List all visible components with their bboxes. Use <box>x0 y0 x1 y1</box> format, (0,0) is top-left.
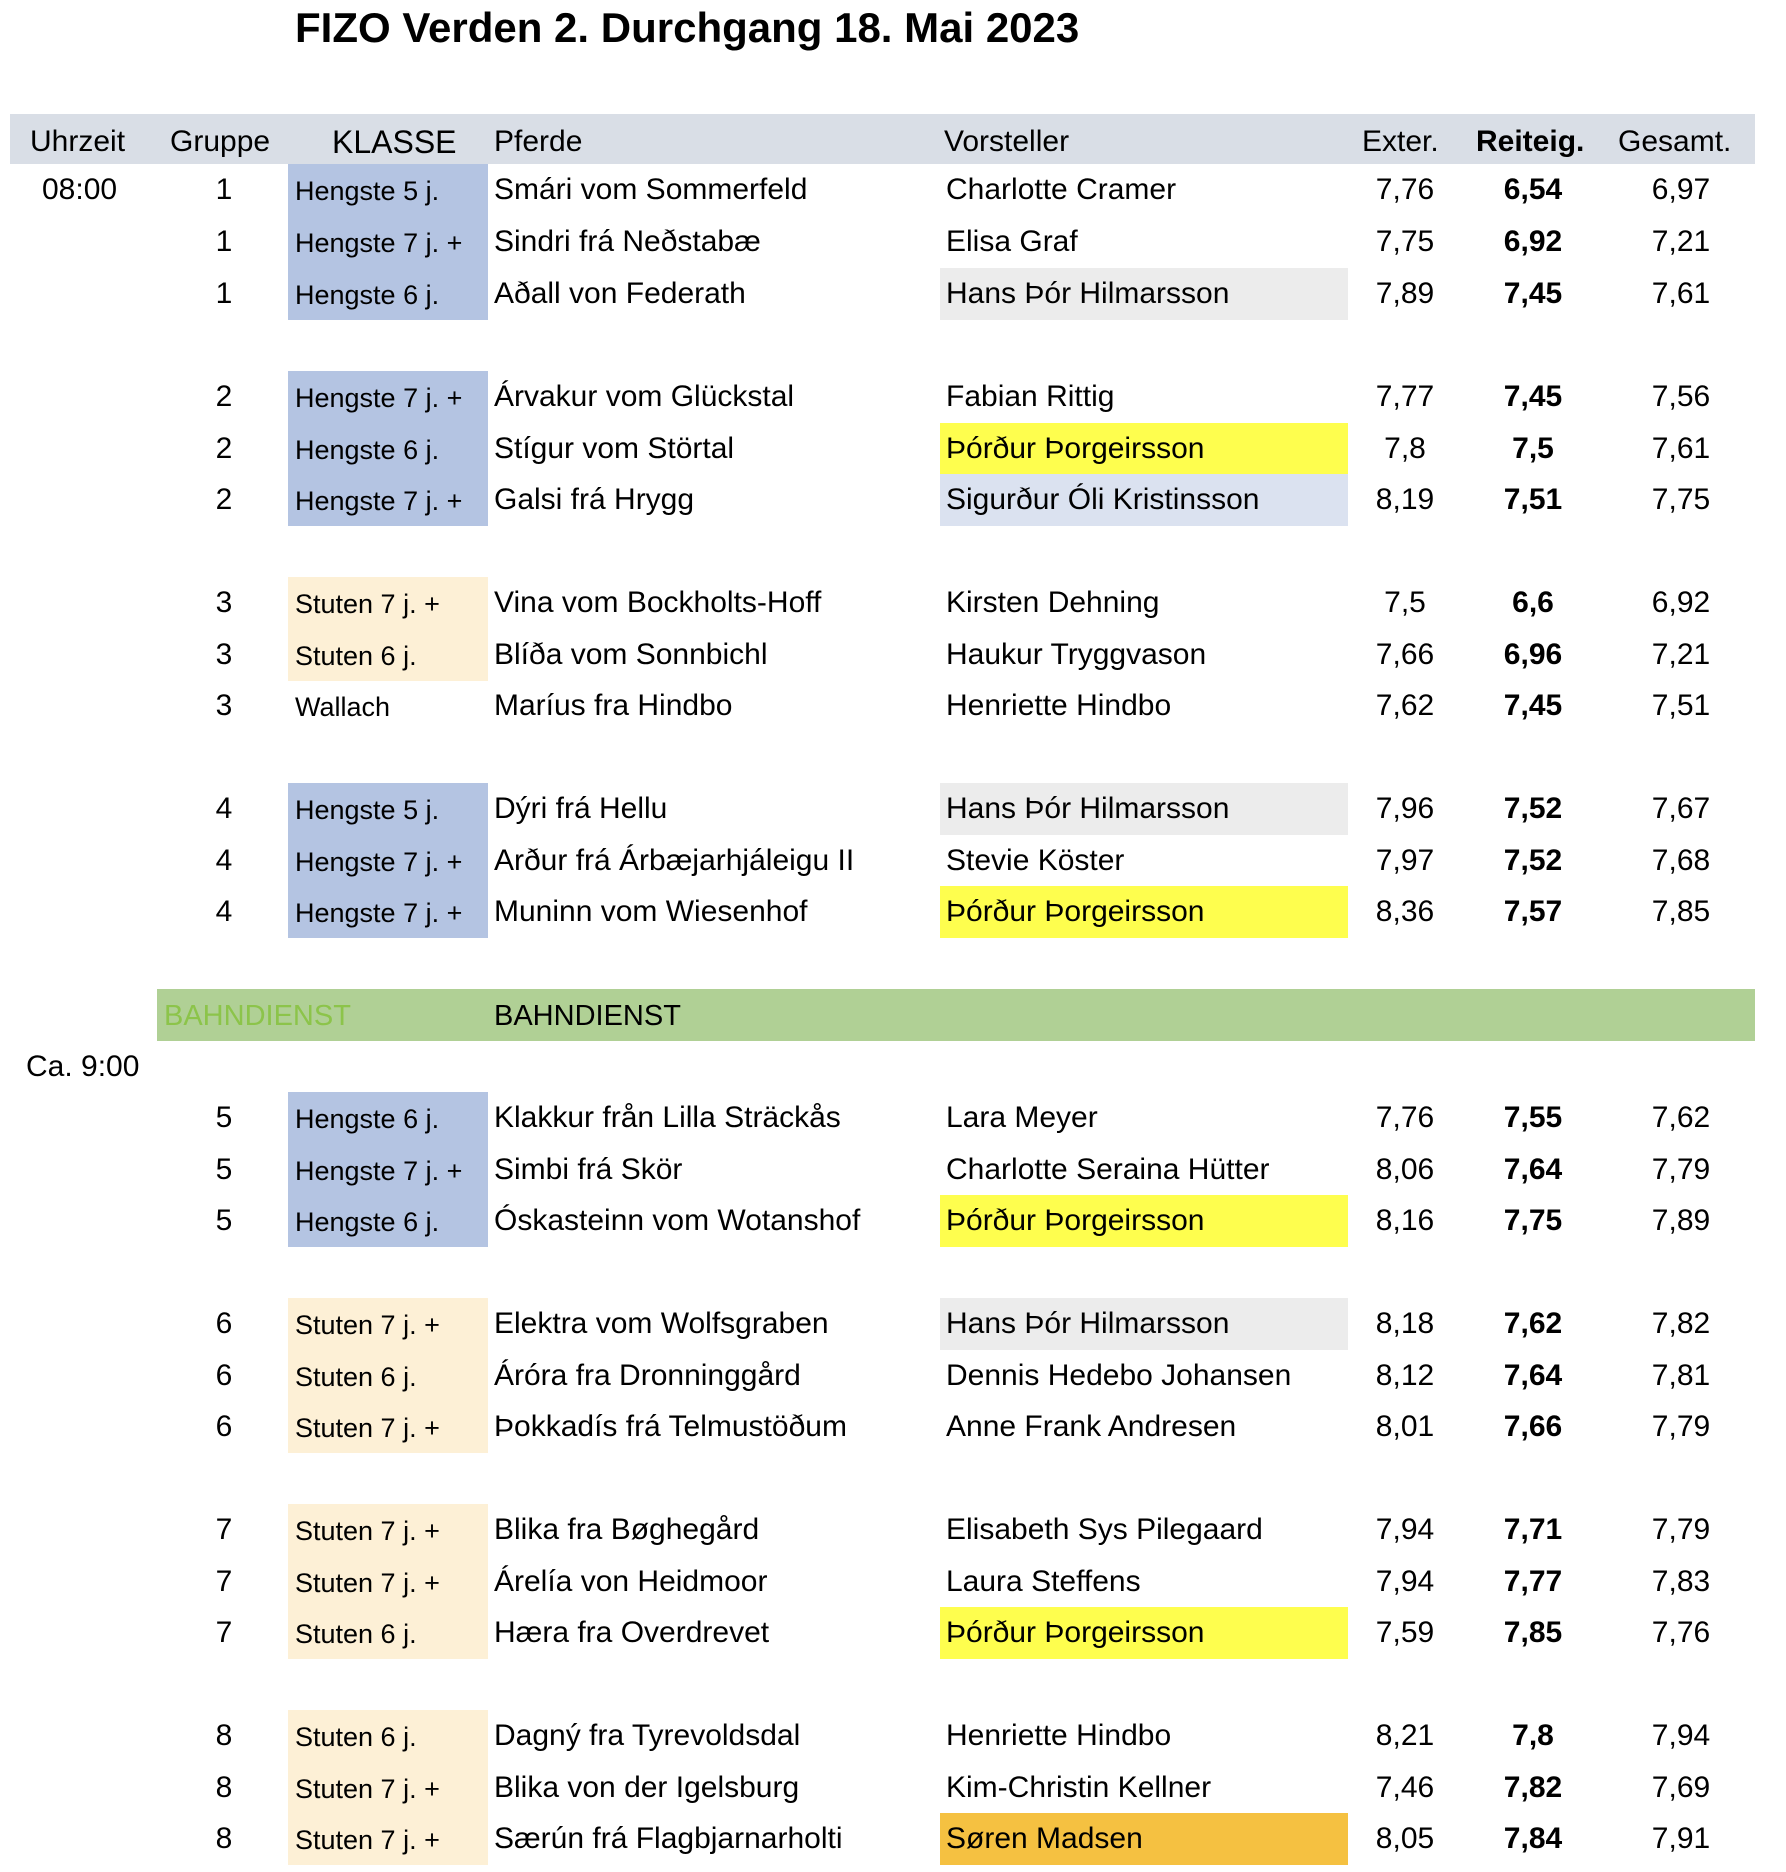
vorsteller-cell: Charlotte Seraina Hütter <box>946 1153 1270 1186</box>
gruppe-cell: 1 <box>215 225 233 258</box>
pferd-cell: Árvakur vom Glückstal <box>494 380 795 413</box>
gruppe-cell: 4 <box>215 844 233 877</box>
klasse-cell: Stuten 6 j. <box>295 1362 417 1392</box>
vorsteller-cell: Sigurður Óli Kristinsson <box>946 483 1260 516</box>
vorsteller-cell: Stevie Köster <box>946 844 1125 877</box>
header-klasse: KLASSE <box>332 124 457 160</box>
pferd-cell: Maríus fra Hindbo <box>494 689 733 722</box>
header-reiteig: Reiteig. <box>1476 125 1585 158</box>
reiteig-cell: 7,8 <box>1512 1719 1554 1752</box>
klasse-cell: Stuten 7 j. + <box>295 589 440 619</box>
gesamt-cell: 7,68 <box>1651 844 1711 877</box>
pferd-cell: Óskasteinn vom Wotanshof <box>494 1204 861 1237</box>
exter-cell: 7,76 <box>1375 1101 1435 1134</box>
pferd-cell: Smári vom Sommerfeld <box>494 173 808 206</box>
vorsteller-cell: Laura Steffens <box>946 1565 1141 1598</box>
exter-cell: 7,76 <box>1375 173 1435 206</box>
pferd-cell: Þokkadís frá Telmustöðum <box>494 1410 847 1443</box>
gruppe-cell: 1 <box>215 277 233 310</box>
exter-cell: 7,89 <box>1375 277 1435 310</box>
gruppe-cell: 6 <box>215 1307 233 1340</box>
gruppe-cell: 1 <box>215 173 233 206</box>
vorsteller-cell: Henriette Hindbo <box>946 689 1172 722</box>
reiteig-cell: 6,54 <box>1503 173 1563 206</box>
reiteig-cell: 7,71 <box>1503 1513 1563 1546</box>
pferd-cell: Særún frá Flagbjarnarholti <box>494 1822 843 1855</box>
klasse-cell: Hengste 7 j. + <box>295 1156 463 1186</box>
klasse-cell: Stuten 7 j. + <box>295 1310 440 1340</box>
header-vorsteller: Vorsteller <box>944 125 1070 158</box>
vorsteller-cell: Lara Meyer <box>946 1101 1098 1134</box>
gruppe-cell: 7 <box>215 1513 233 1546</box>
gesamt-cell: 7,62 <box>1651 1101 1711 1134</box>
klasse-cell: Hengste 6 j. <box>295 435 440 465</box>
vorsteller-cell: Kirsten Dehning <box>946 586 1160 619</box>
reiteig-cell: 7,66 <box>1503 1410 1563 1443</box>
reiteig-cell: 7,45 <box>1503 277 1563 310</box>
vorsteller-cell: Haukur Tryggvason <box>946 638 1207 671</box>
exter-cell: 7,62 <box>1375 689 1435 722</box>
klasse-cell: Stuten 6 j. <box>295 1619 417 1649</box>
reiteig-cell: 7,77 <box>1503 1565 1563 1598</box>
klasse-cell: Hengste 7 j. + <box>295 486 463 516</box>
gruppe-cell: 5 <box>215 1101 233 1134</box>
gruppe-cell: 5 <box>215 1153 233 1186</box>
header-exter: Exter. <box>1362 125 1439 158</box>
exter-cell: 7,8 <box>1384 432 1426 465</box>
reiteig-cell: 7,85 <box>1503 1616 1563 1649</box>
gesamt-cell: 7,94 <box>1651 1719 1711 1752</box>
gesamt-cell: 7,51 <box>1651 689 1711 722</box>
page-title: FIZO Verden 2. Durchgang 18. Mai 2023 <box>295 4 1080 51</box>
pferd-cell: Arður frá Árbæjarhjáleigu II <box>494 844 855 877</box>
gesamt-cell: 7,89 <box>1651 1204 1711 1237</box>
reiteig-cell: 7,64 <box>1503 1153 1563 1186</box>
klasse-cell: Hengste 5 j. <box>295 795 440 825</box>
vorsteller-cell: Elisabeth Sys Pilegaard <box>946 1513 1263 1546</box>
exter-cell: 8,01 <box>1375 1410 1435 1443</box>
exter-cell: 8,05 <box>1375 1822 1435 1855</box>
pferd-cell: Stígur vom Störtal <box>494 432 735 465</box>
bahndienst-band <box>157 989 1755 1041</box>
klasse-cell: Stuten 7 j. + <box>295 1568 440 1598</box>
reiteig-cell: 6,92 <box>1503 225 1563 258</box>
gesamt-cell: 7,79 <box>1651 1153 1711 1186</box>
reiteig-cell: 6,6 <box>1512 586 1554 619</box>
vorsteller-cell: Þórður Þorgeirsson <box>946 895 1205 928</box>
exter-cell: 8,06 <box>1375 1153 1435 1186</box>
exter-cell: 7,77 <box>1375 380 1435 413</box>
pferd-cell: Áróra fra Dronninggård <box>494 1359 801 1392</box>
exter-cell: 8,19 <box>1375 483 1435 516</box>
klasse-cell: Hengste 6 j. <box>295 1207 440 1237</box>
vorsteller-cell: Hans Þór Hilmarsson <box>946 792 1230 825</box>
gesamt-cell: 7,83 <box>1651 1565 1711 1598</box>
pferd-cell: Blika von der Igelsburg <box>494 1771 800 1804</box>
vorsteller-cell: Þórður Þorgeirsson <box>946 1616 1205 1649</box>
exter-cell: 7,75 <box>1375 225 1435 258</box>
reiteig-cell: 7,57 <box>1503 895 1563 928</box>
gruppe-cell: 3 <box>215 638 233 671</box>
time-label: Ca. 9:00 <box>26 1050 140 1083</box>
klasse-cell: Hengste 7 j. + <box>295 847 463 877</box>
vorsteller-cell: Henriette Hindbo <box>946 1719 1172 1752</box>
vorsteller-cell: Hans Þór Hilmarsson <box>946 277 1230 310</box>
klasse-cell: Hengste 5 j. <box>295 176 440 206</box>
reiteig-cell: 7,45 <box>1503 380 1563 413</box>
vorsteller-cell: Fabian Rittig <box>946 380 1115 413</box>
klasse-cell: Wallach <box>295 692 391 722</box>
exter-cell: 7,94 <box>1375 1565 1435 1598</box>
klasse-cell: Stuten 7 j. + <box>295 1774 440 1804</box>
klasse-cell: Stuten 7 j. + <box>295 1413 440 1443</box>
vorsteller-cell: Charlotte Cramer <box>946 173 1177 206</box>
exter-cell: 7,5 <box>1384 586 1426 619</box>
exter-cell: 8,36 <box>1375 895 1435 928</box>
klasse-cell: Stuten 7 j. + <box>295 1516 440 1546</box>
exter-cell: 7,97 <box>1375 844 1435 877</box>
reiteig-cell: 7,5 <box>1512 432 1554 465</box>
vorsteller-cell: Þórður Þorgeirsson <box>946 432 1205 465</box>
pferd-cell: Árelía von Heidmoor <box>494 1565 768 1598</box>
gruppe-cell: 8 <box>215 1719 233 1752</box>
pferd-cell: Blíða vom Sonnbichl <box>494 638 768 671</box>
reiteig-cell: 7,45 <box>1503 689 1563 722</box>
vorsteller-cell: Anne Frank Andresen <box>946 1410 1237 1443</box>
pferd-cell: Blika fra Bøghegård <box>494 1513 760 1546</box>
gesamt-cell: 6,92 <box>1651 586 1711 619</box>
bahndienst-label-faded: BAHNDIENST <box>164 1000 351 1032</box>
gruppe-cell: 6 <box>215 1359 233 1392</box>
gesamt-cell: 7,82 <box>1651 1307 1711 1340</box>
vorsteller-cell: Søren Madsen <box>946 1822 1143 1855</box>
klasse-cell: Stuten 6 j. <box>295 641 417 671</box>
gesamt-cell: 7,69 <box>1651 1771 1711 1804</box>
pferd-cell: Dagný fra Tyrevoldsdal <box>494 1719 801 1752</box>
gesamt-cell: 7,61 <box>1651 277 1711 310</box>
header-uhrzeit: Uhrzeit <box>30 125 126 158</box>
reiteig-cell: 7,82 <box>1503 1771 1563 1804</box>
klasse-cell: Hengste 6 j. <box>295 1104 440 1134</box>
gesamt-cell: 7,81 <box>1651 1359 1711 1392</box>
reiteig-cell: 7,62 <box>1503 1307 1563 1340</box>
exter-cell: 8,12 <box>1375 1359 1435 1392</box>
gruppe-cell: 2 <box>215 483 233 516</box>
reiteig-cell: 6,96 <box>1503 638 1563 671</box>
pferd-cell: Klakkur från Lilla Sträckås <box>494 1101 841 1134</box>
vorsteller-cell: Kim-Christin Kellner <box>946 1771 1212 1804</box>
gruppe-cell: 5 <box>215 1204 233 1237</box>
gruppe-cell: 3 <box>215 586 233 619</box>
header-gruppe: Gruppe <box>170 125 271 158</box>
gesamt-cell: 7,21 <box>1651 638 1711 671</box>
klasse-cell: Hengste 7 j. + <box>295 383 463 413</box>
gesamt-cell: 7,67 <box>1651 792 1711 825</box>
pferd-cell: Simbi frá Skör <box>494 1153 683 1186</box>
klasse-cell: Hengste 7 j. + <box>295 898 463 928</box>
header-gesamt: Gesamt. <box>1618 125 1732 158</box>
gesamt-cell: 6,97 <box>1651 173 1711 206</box>
exter-cell: 8,18 <box>1375 1307 1435 1340</box>
pferd-cell: Hæra fra Overdrevet <box>494 1616 770 1649</box>
vorsteller-cell: Þórður Þorgeirsson <box>946 1204 1205 1237</box>
gesamt-cell: 7,21 <box>1651 225 1711 258</box>
gesamt-cell: 7,56 <box>1651 380 1711 413</box>
vorsteller-cell: Hans Þór Hilmarsson <box>946 1307 1230 1340</box>
gruppe-cell: 7 <box>215 1616 233 1649</box>
gesamt-cell: 7,79 <box>1651 1513 1711 1546</box>
gruppe-cell: 8 <box>215 1822 233 1855</box>
exter-cell: 7,94 <box>1375 1513 1435 1546</box>
time-cell: 08:00 <box>42 173 118 206</box>
pferd-cell: Elektra vom Wolfsgraben <box>494 1307 829 1340</box>
klasse-cell: Hengste 6 j. <box>295 280 440 310</box>
gruppe-cell: 7 <box>215 1565 233 1598</box>
exter-cell: 7,59 <box>1375 1616 1435 1649</box>
gesamt-cell: 7,61 <box>1651 432 1711 465</box>
exter-cell: 7,66 <box>1375 638 1435 671</box>
exter-cell: 7,46 <box>1375 1771 1435 1804</box>
gruppe-cell: 3 <box>215 689 233 722</box>
klasse-cell: Stuten 6 j. <box>295 1722 417 1752</box>
gruppe-cell: 4 <box>215 895 233 928</box>
pferd-cell: Aðall von Federath <box>494 277 746 310</box>
reiteig-cell: 7,75 <box>1503 1204 1563 1237</box>
pferd-cell: Galsi frá Hrygg <box>494 483 695 516</box>
vorsteller-cell: Elisa Graf <box>946 225 1078 258</box>
exter-cell: 8,21 <box>1375 1719 1435 1752</box>
gesamt-cell: 7,91 <box>1651 1822 1711 1855</box>
klasse-cell: Stuten 7 j. + <box>295 1825 440 1855</box>
pferd-cell: Dýri frá Hellu <box>494 792 668 825</box>
pferd-cell: Sindri frá Neðstabæ <box>494 225 761 258</box>
pferd-cell: Vina vom Bockholts-Hoff <box>494 586 822 619</box>
reiteig-cell: 7,51 <box>1503 483 1563 516</box>
header-pferde: Pferde <box>494 125 583 158</box>
reiteig-cell: 7,52 <box>1503 792 1563 825</box>
exter-cell: 7,96 <box>1375 792 1435 825</box>
reiteig-cell: 7,52 <box>1503 844 1563 877</box>
gesamt-cell: 7,79 <box>1651 1410 1711 1443</box>
reiteig-cell: 7,55 <box>1503 1101 1563 1134</box>
gruppe-cell: 6 <box>215 1410 233 1443</box>
bahndienst-label: BAHNDIENST <box>494 1000 681 1032</box>
gruppe-cell: 2 <box>215 380 233 413</box>
gruppe-cell: 4 <box>215 792 233 825</box>
vorsteller-cell: Dennis Hedebo Johansen <box>946 1359 1292 1392</box>
gruppe-cell: 8 <box>215 1771 233 1804</box>
gesamt-cell: 7,85 <box>1651 895 1711 928</box>
reiteig-cell: 7,84 <box>1503 1822 1563 1855</box>
pferd-cell: Muninn vom Wiesenhof <box>494 895 808 928</box>
gesamt-cell: 7,75 <box>1651 483 1711 516</box>
gruppe-cell: 2 <box>215 432 233 465</box>
gesamt-cell: 7,76 <box>1651 1616 1711 1649</box>
exter-cell: 8,16 <box>1375 1204 1435 1237</box>
reiteig-cell: 7,64 <box>1503 1359 1563 1392</box>
klasse-cell: Hengste 7 j. + <box>295 228 463 258</box>
